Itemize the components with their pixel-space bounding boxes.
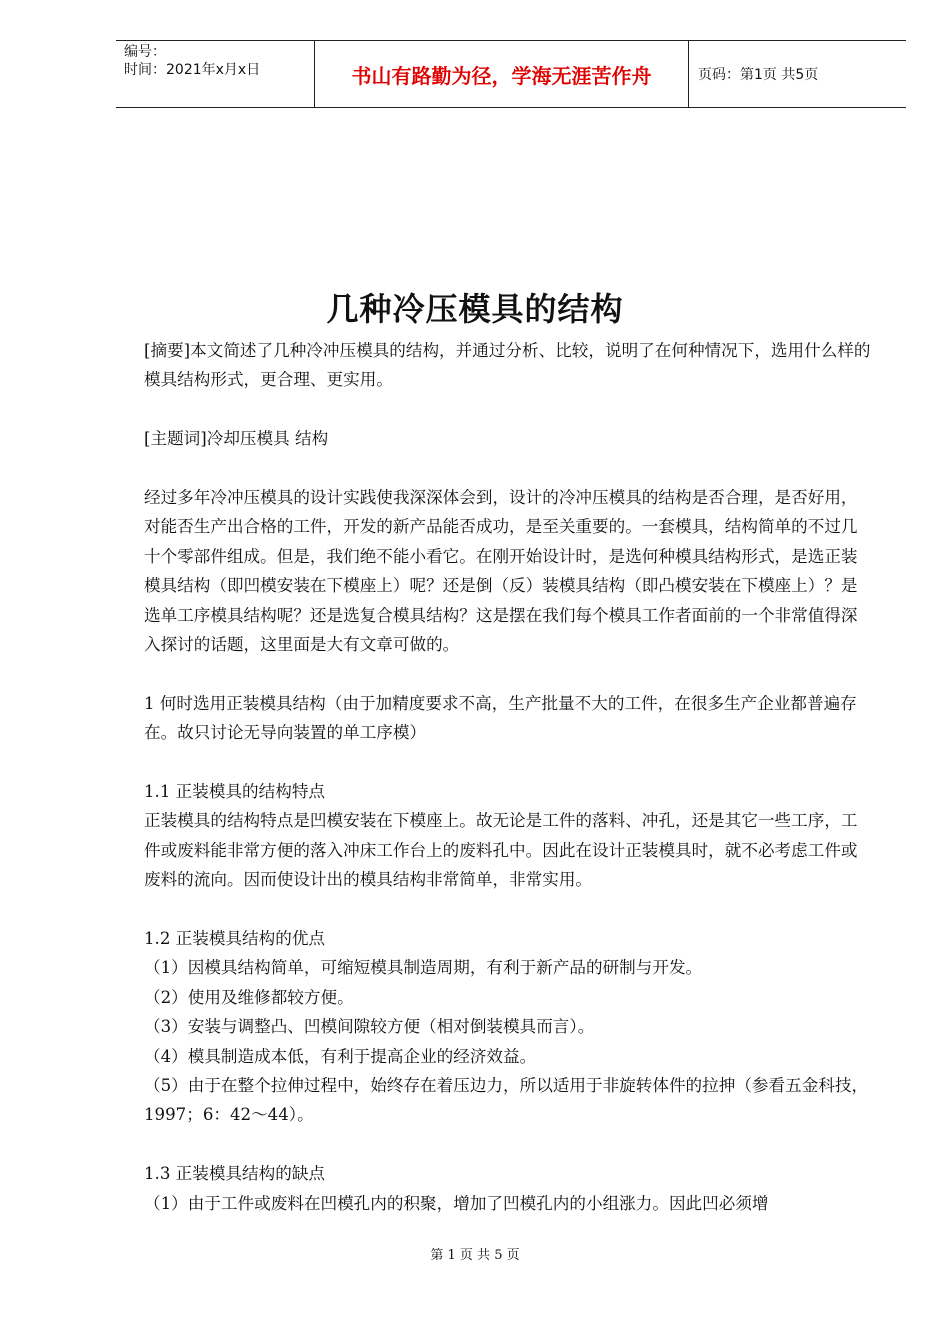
intro-paragraph: 经过多年冷冲压模具的设计实践使我深深体会到，设计的冷冲压模具的结构是否合理，是否好用，对能否生产出合格的工件，开发的新产品能否成功，是至关重要的。一套模具，结构简单的不过几十个零部件组成。但是，我们绝不能小看它。在刚开始设计时，是选何种模具结构形式，是选正装模具结构（即凹模安装在下模座上）呢？还是倒（反）装模具结构（即凸模安装在下模座上）？是选单工序模具结构呢？还是选复合模具结构？这是摆在我们每个模具工作者面前的一个非常值得深入探讨的话题，这里面是大有文章可做的。 xyxy=(144,488,858,655)
serial-label: 编号： xyxy=(124,44,166,60)
page-header xyxy=(116,40,906,108)
page-footer: 第 1 页 共 5 页 xyxy=(430,1248,520,1263)
keywords-line: [主题词]冷却压模具 结构 xyxy=(144,429,329,449)
header-page-label: 页码：第1页 共5页 xyxy=(698,67,819,83)
section-1-1-heading: 1.1 正装模具的结构特点 xyxy=(144,782,326,802)
section-1-1-paragraph: 正装模具的结构特点是凹模安装在下模座上。故无论是工件的落料、冲孔，还是其它一些工序，工件或废料能非常方便的落入冲床工作台上的废料孔中。因此在设计正装模具时，就不必考虑工件或废料的流向。因而使设计出的模具结构非常简单，非常实用。 xyxy=(144,811,858,890)
list-item: （3）安装与调整凸、凹模间隙较方便（相对倒装模具而言）。 xyxy=(144,1017,595,1037)
section-1-heading: 1 何时选用正装模具结构（由于加精度要求不高，生产批量不大的工件，在很多生产企业都普遍存在。故只讨论无导向装置的单工序模） xyxy=(144,693,857,743)
header-motto: 书山有路勤为径，学海无涯苦作舟 xyxy=(314,41,689,107)
document-title: 几种冷压模具的结构 xyxy=(326,290,624,328)
list-item: （4）模具制造成本低，有利于提高企业的经济效益。 xyxy=(144,1046,537,1066)
abstract-paragraph: [摘要]本文简述了几种冷冲压模具的结构，并通过分析、比较，说明了在何种情况下，选用什么样的模具结构形式，更合理、更实用。 xyxy=(144,341,871,390)
list-item: （2）使用及维修都较方便。 xyxy=(144,987,354,1007)
list-item: （1）由于工件或废料在凹模孔内的积聚，增加了凹模孔内的小组涨力。因此凹必须增 xyxy=(144,1193,769,1213)
list-item: （1）因模具结构简单，可缩短模具制造周期，有利于新产品的研制与开发。 xyxy=(144,958,703,978)
section-1-3-heading: 1.3 正装模具结构的缺点 xyxy=(144,1164,326,1184)
section-1-2-heading: 1.2 正装模具结构的优点 xyxy=(144,929,326,949)
document-body xyxy=(144,336,874,1218)
time-label: 时间：2021年x月x日 xyxy=(124,62,261,78)
header-meta-cell xyxy=(116,41,314,107)
list-item: （5）由于在整个拉伸过程中，始终存在着压边力，所以适用于非旋转体件的拉抻（参看五金科技，1997；6：42～44）。 xyxy=(144,1076,869,1125)
